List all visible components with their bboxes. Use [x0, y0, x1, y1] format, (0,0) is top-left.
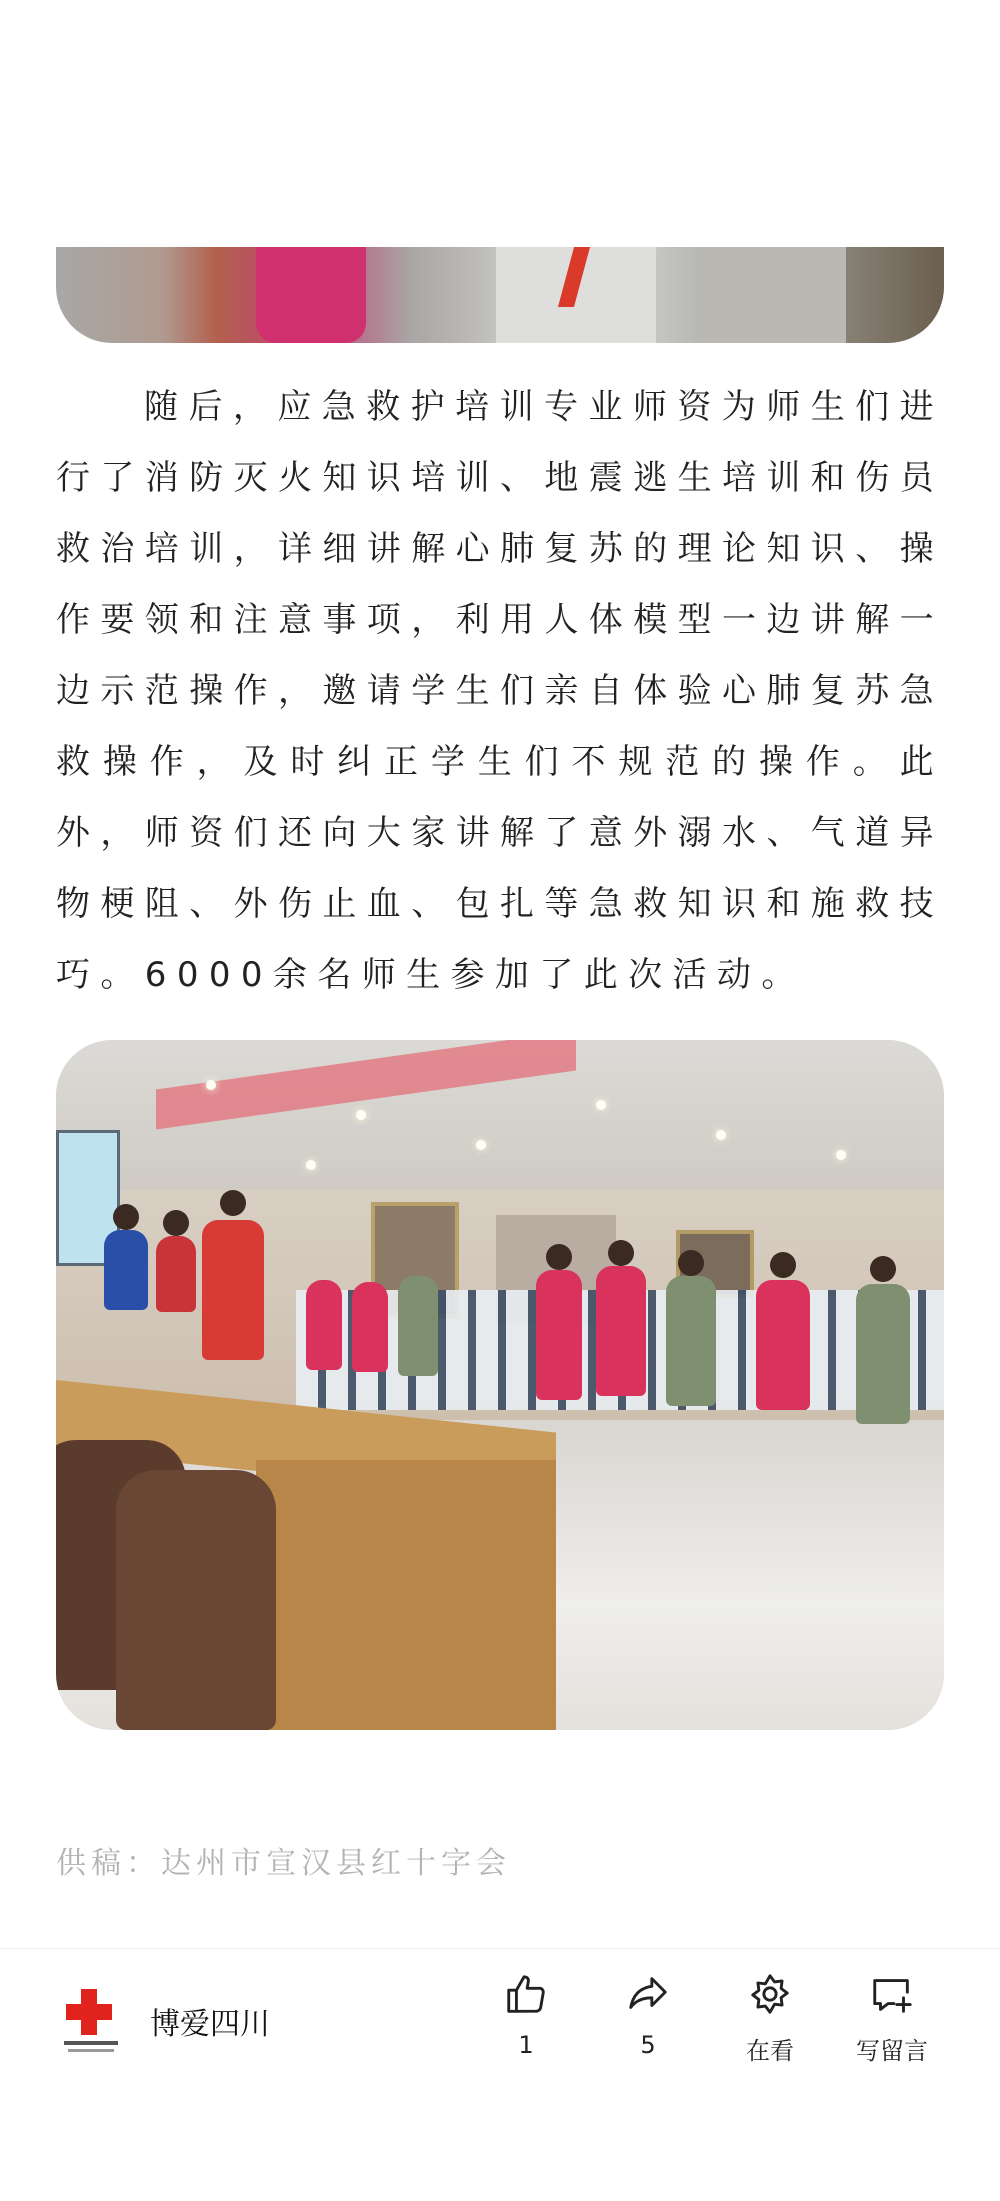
photo-person [156, 1236, 196, 1312]
photo-person-head [546, 1244, 572, 1270]
watching-button[interactable] [710, 1971, 830, 2066]
photo-person-head [163, 1210, 189, 1236]
photo-ceiling [56, 1040, 944, 1190]
share-arrow-icon [625, 1971, 671, 2017]
photo-person-head [770, 1252, 796, 1278]
logo-cross-horizontal [66, 2004, 112, 2020]
photo-person-head [608, 1240, 634, 1266]
photo-light [476, 1140, 486, 1150]
photo-person [536, 1270, 582, 1400]
article-source: 供稿：达州市宣汉县红十字会 [56, 1846, 511, 1881]
share-count: 5 [640, 2031, 656, 2059]
logo-text-line [64, 2041, 118, 2045]
photo-person [398, 1276, 438, 1376]
photo-light [836, 1150, 846, 1160]
photo-figure [696, 247, 846, 343]
article-photo-cropped[interactable] [56, 247, 944, 343]
write-comment-button[interactable] [832, 1971, 952, 2066]
photo-light [206, 1080, 216, 1090]
photo-ceiling-band [156, 1040, 576, 1130]
like-count: 1 [518, 2031, 534, 2059]
article-paragraph: 随后，应急救护培训专业师资为师生们进行了消防灭火知识培训、地震逃生培训和伤员救治培训，详细讲解心肺复苏的理论知识、操作要领和注意事项，利用人体模型一边讲解一边示范操作，邀请学生们亲自体验心肺复苏急救操作，及时纠正学生们不规范的操作。此外，师资们还向大家讲解了意外溺水、气道异物梗阻、外伤止血、包扎等急救知识和施救技巧。6000余名师生参加了此次活动。 [56, 387, 944, 995]
photo-figure [256, 247, 366, 343]
photo-person [202, 1220, 264, 1360]
like-button[interactable] [466, 1971, 586, 2059]
bottom-action-bar [0, 1948, 1000, 2201]
watching-star-icon [747, 1971, 793, 2017]
article-photo-training-hall[interactable] [56, 1040, 944, 1730]
comment-add-icon [869, 1971, 915, 2017]
photo-chair [116, 1470, 276, 1730]
red-cross-logo-icon[interactable] [64, 1987, 118, 2059]
photo-person [306, 1280, 342, 1370]
photo-light [716, 1130, 726, 1140]
photo-person [352, 1282, 388, 1372]
photo-person-head [870, 1256, 896, 1282]
photo-light [306, 1160, 316, 1170]
share-button[interactable] [588, 1971, 708, 2059]
photo-person [666, 1276, 716, 1406]
photo-light [596, 1100, 606, 1110]
photo-person-head [678, 1250, 704, 1276]
write-comment-label: 写留言 [856, 2037, 928, 2065]
watching-label: 在看 [746, 2037, 794, 2065]
top-blank-area [0, 0, 1000, 245]
photo-light [356, 1110, 366, 1120]
photo-person [104, 1230, 148, 1310]
photo-person [596, 1266, 646, 1396]
photo-desk-front [256, 1460, 556, 1730]
photo-person-head [113, 1204, 139, 1230]
logo-text-line [68, 2049, 114, 2052]
account-name[interactable]: 博爱四川 [150, 2007, 270, 2042]
photo-person [856, 1284, 910, 1424]
photo-person-head [220, 1190, 246, 1216]
thumbs-up-icon [503, 1971, 549, 2017]
photo-person [756, 1280, 810, 1410]
